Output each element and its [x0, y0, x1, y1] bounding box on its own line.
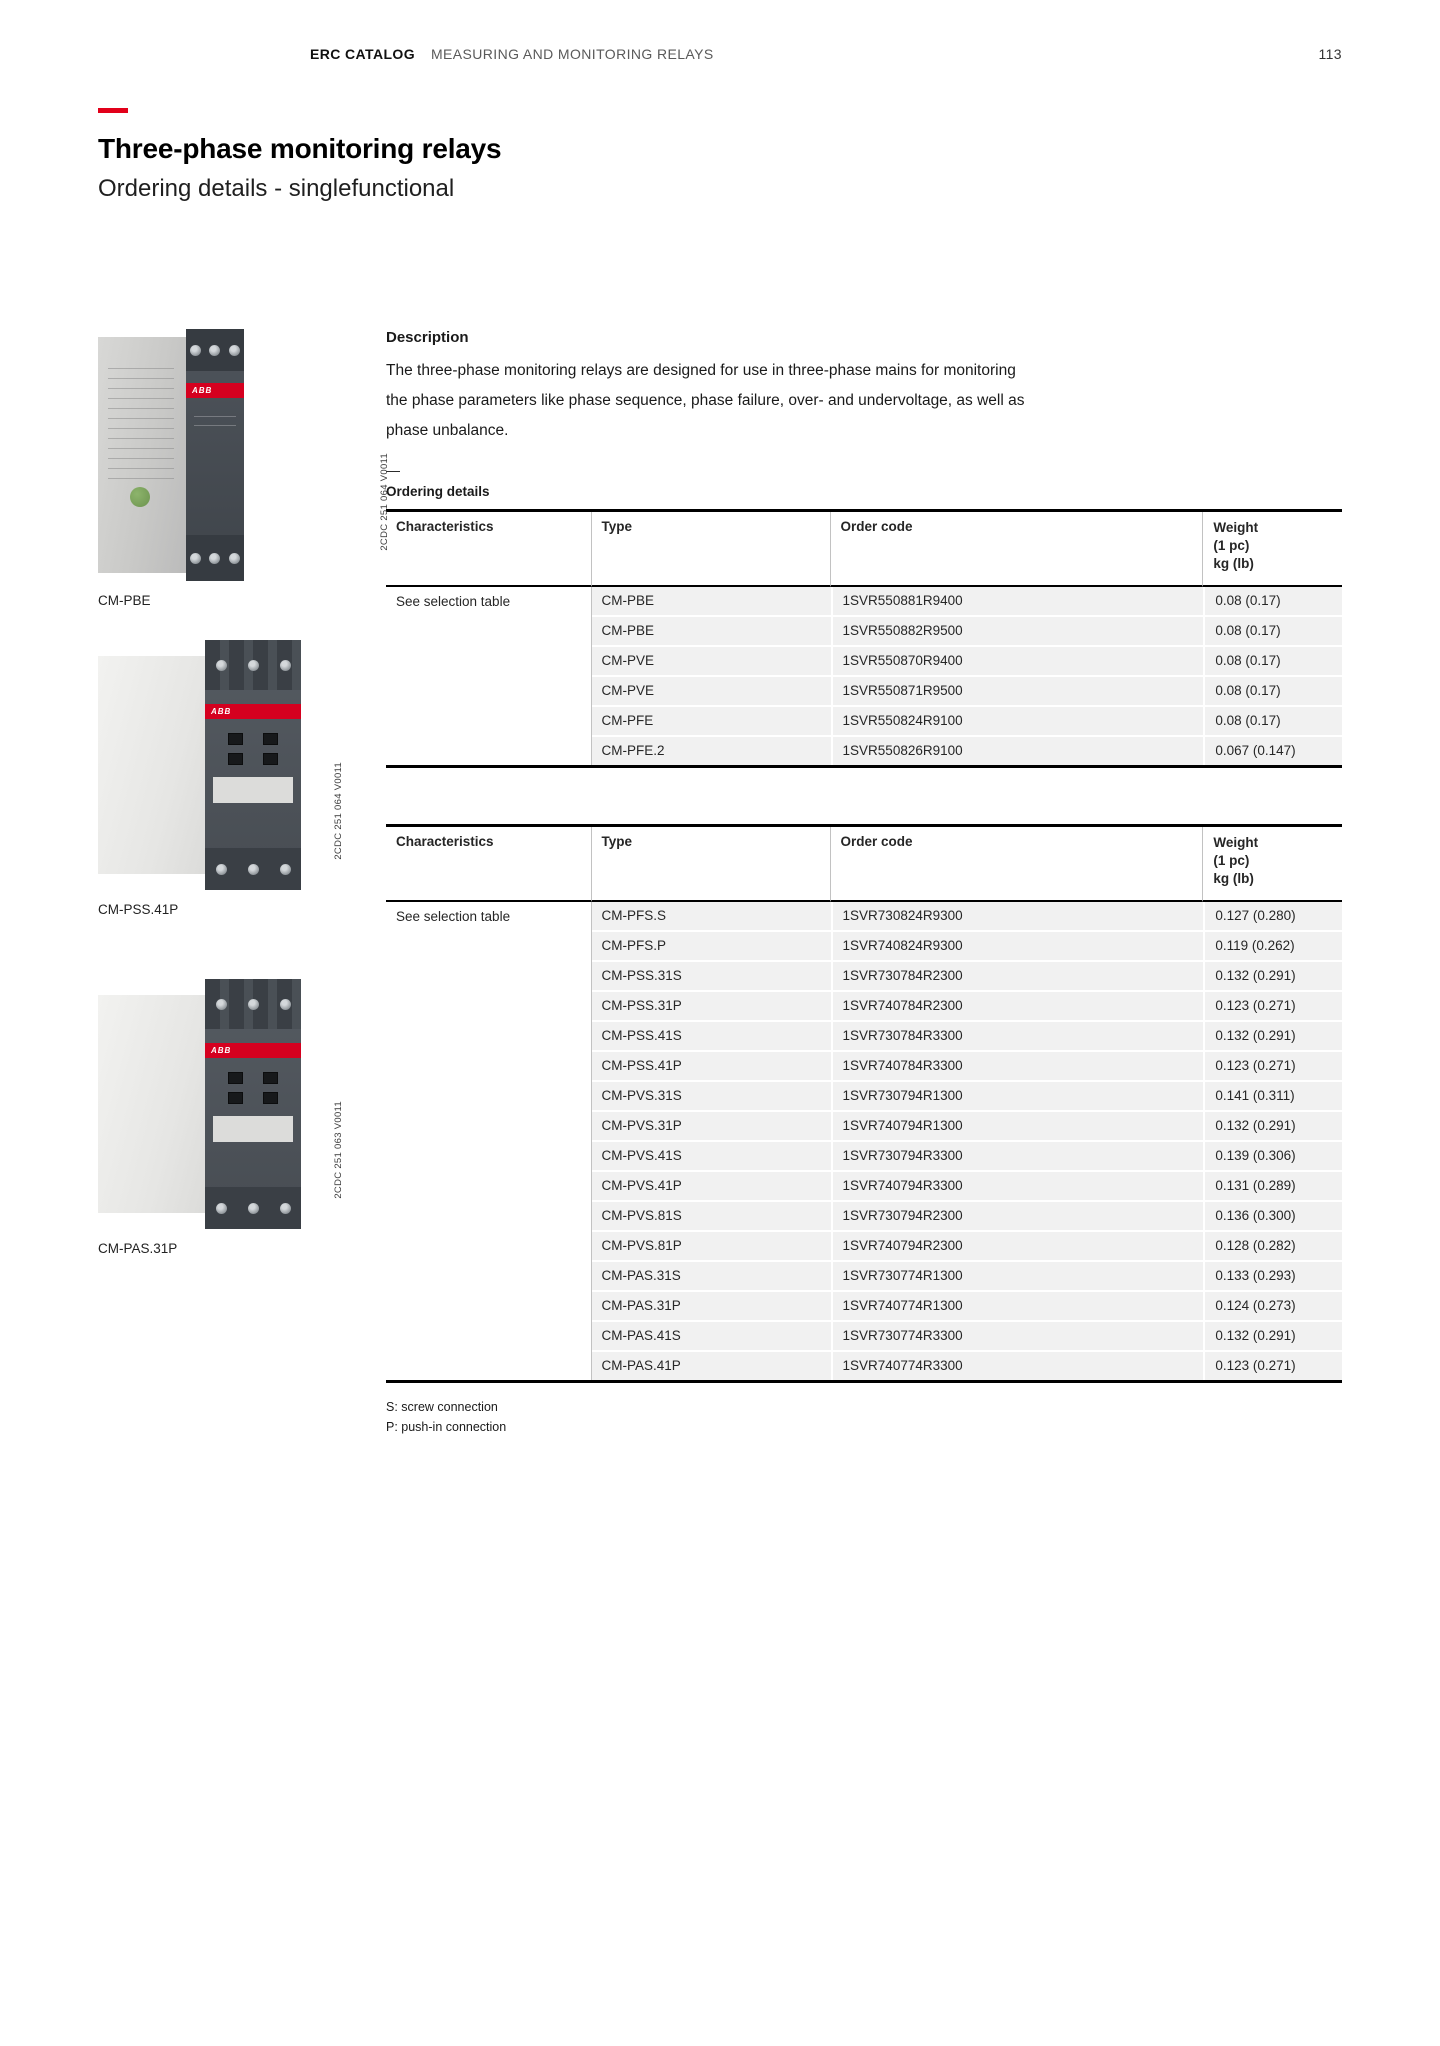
relay-front-panel: [205, 979, 301, 1229]
weight-cell: 0.139 (0.306): [1203, 1140, 1342, 1170]
order-code-cell: 1SVR550881R9400: [831, 587, 1204, 615]
section-name: MEASURING AND MONITORING RELAYS: [430, 46, 714, 62]
footnote-push-in: P: push-in connection: [386, 1420, 507, 1434]
type-cell: CM-PVS.31P: [592, 1110, 831, 1140]
type-cell: CM-PVS.41S: [592, 1140, 831, 1170]
relay-side-panel: [98, 656, 218, 874]
weight-cell: 0.136 (0.300): [1203, 1200, 1342, 1230]
accent-dash: [98, 108, 128, 113]
relay-illustration: [98, 329, 256, 581]
product-caption: CM-PAS.31P: [98, 1241, 178, 1256]
type-cell: CM-PSS.41S: [592, 1020, 831, 1050]
order-code-cell: 1SVR740774R3300: [831, 1350, 1204, 1380]
front-label: [213, 1116, 293, 1142]
relay-front-panel: [186, 329, 244, 581]
catalog-name: ERC CATALOG: [310, 46, 415, 62]
characteristics-cell: See selection table: [386, 902, 592, 1380]
weight-cell: 0.067 (0.147): [1203, 735, 1342, 765]
order-code-cell: 1SVR730774R1300: [831, 1260, 1204, 1290]
col-header-order-code: Order code: [831, 512, 1204, 587]
product-image-cm-pss.41p: [98, 640, 386, 890]
dip-switch: [228, 1092, 243, 1104]
product-caption: CM-PBE: [98, 593, 151, 608]
description-heading: Description: [386, 329, 469, 346]
front-switches: [221, 733, 285, 765]
side-green-dot: [130, 487, 150, 507]
terminal-block-bot: [205, 848, 301, 890]
order-code-cell: 1SVR740794R3300: [831, 1170, 1204, 1200]
order-code-cell: 1SVR740784R3300: [831, 1050, 1204, 1080]
description-text: The three-phase monitoring relays are designed for use in three-phase mains for monitoring the phase parameters like phase sequence, phase failure, over- and undervoltage, as well as phase unbalance.: [386, 362, 1025, 439]
weight-cell: 0.127 (0.280): [1203, 902, 1342, 930]
weight-cell: 0.08 (0.17): [1203, 615, 1342, 645]
terminal-screw: [248, 1203, 259, 1214]
front-switches: [221, 1072, 285, 1104]
product-caption: CM-PSS.41P: [98, 902, 179, 917]
order-code-cell: 1SVR740774R1300: [831, 1290, 1204, 1320]
front-label: [213, 777, 293, 803]
terminal-block-bot: [205, 1187, 301, 1229]
order-code-cell: 1SVR730784R3300: [831, 1020, 1204, 1050]
product-column: [98, 203, 390, 1437]
weight-cell: 0.132 (0.291): [1203, 1320, 1342, 1350]
order-code-cell: 1SVR730784R2300: [831, 960, 1204, 990]
abb-brand-stripe: ABB: [186, 383, 244, 398]
footnotes: [386, 1397, 1342, 1437]
table-row: [386, 902, 1342, 930]
weight-cell: 0.141 (0.311): [1203, 1080, 1342, 1110]
weight-cell: 0.132 (0.291): [1203, 1020, 1342, 1050]
weight-cell: 0.08 (0.17): [1203, 587, 1342, 615]
terminal-screw: [216, 864, 227, 875]
type-cell: CM-PBE: [592, 587, 831, 615]
image-code-label: 2CDC 251 063 V0011: [333, 1101, 344, 1199]
terminal-screw: [229, 553, 240, 564]
type-cell: CM-PVS.81S: [592, 1200, 831, 1230]
weight-cell: 0.133 (0.293): [1203, 1260, 1342, 1290]
relay-side-panel: [98, 337, 190, 573]
product-figure: [98, 640, 386, 917]
abb-brand-stripe: ABB: [205, 1043, 301, 1058]
terminal-screw: [209, 553, 220, 564]
image-code-label: 2CDC 251 064 V0011: [379, 453, 390, 551]
terminal-screw: [280, 999, 291, 1010]
product-image-cm-pas.31p: [98, 979, 386, 1229]
characteristics-cell: See selection table: [386, 587, 592, 765]
type-cell: CM-PVE: [592, 645, 831, 675]
dip-switch: [263, 733, 278, 745]
terminal-block-top: [205, 640, 301, 690]
col-header-type: Type: [592, 512, 831, 587]
type-cell: CM-PAS.41P: [592, 1350, 831, 1380]
page-subtitle: Ordering details - singlefunctional: [98, 175, 455, 202]
order-code-cell: 1SVR550824R9100: [831, 705, 1204, 735]
type-cell: CM-PVS.31S: [592, 1080, 831, 1110]
type-cell: CM-PAS.31S: [592, 1260, 831, 1290]
col-header-order-code: Order code: [831, 827, 1204, 902]
order-code-cell: 1SVR550826R9100: [831, 735, 1204, 765]
dip-switch: [228, 733, 243, 745]
weight-cell: 0.128 (0.282): [1203, 1230, 1342, 1260]
ordering-heading: Ordering details: [386, 484, 490, 499]
type-cell: CM-PAS.41S: [592, 1320, 831, 1350]
ordering-table-1: [386, 509, 1342, 768]
terminal-screw: [248, 660, 259, 671]
col-header-weight: Weight (1 pc) kg (lb): [1203, 512, 1342, 587]
weight-cell: 0.132 (0.291): [1203, 1110, 1342, 1140]
dip-switch: [263, 753, 278, 765]
dip-switch: [263, 1092, 278, 1104]
col-header-type: Type: [592, 827, 831, 902]
terminal-screw: [216, 660, 227, 671]
weight-cell: 0.123 (0.271): [1203, 1050, 1342, 1080]
terminal-screw: [209, 345, 220, 356]
terminal-block-top: [186, 329, 244, 371]
front-markings: [194, 408, 236, 434]
order-code-cell: 1SVR550871R9500: [831, 675, 1204, 705]
relay-side-panel: [98, 995, 218, 1213]
terminal-screw: [229, 345, 240, 356]
order-code-cell: 1SVR730794R2300: [831, 1200, 1204, 1230]
terminal-screw: [280, 660, 291, 671]
order-code-cell: 1SVR550870R9400: [831, 645, 1204, 675]
dip-switch: [228, 1072, 243, 1084]
page-number: 113: [1318, 46, 1342, 62]
terminal-screw: [216, 999, 227, 1010]
relay-illustration: [98, 979, 313, 1229]
weight-cell: 0.119 (0.262): [1203, 930, 1342, 960]
terminal-block-bot: [186, 535, 244, 581]
type-cell: CM-PSS.41P: [592, 1050, 831, 1080]
page-title: Three-phase monitoring relays: [98, 133, 502, 164]
type-cell: CM-PFE: [592, 705, 831, 735]
terminal-screw: [248, 864, 259, 875]
ordering-table-2: [386, 824, 1342, 1383]
image-code-label: 2CDC 251 064 V0011: [333, 762, 344, 860]
order-code-cell: 1SVR730824R9300: [831, 902, 1204, 930]
dip-switch: [263, 1072, 278, 1084]
weight-cell: 0.123 (0.271): [1203, 990, 1342, 1020]
weight-cell: 0.08 (0.17): [1203, 675, 1342, 705]
weight-cell: 0.124 (0.273): [1203, 1290, 1342, 1320]
type-cell: CM-PSS.31S: [592, 960, 831, 990]
ordering-dash: —: [386, 462, 400, 478]
type-cell: CM-PVS.41P: [592, 1170, 831, 1200]
table-header-row: [386, 512, 1342, 587]
product-figure: [98, 979, 386, 1256]
col-header-characteristics: Characteristics: [386, 827, 592, 902]
terminal-block-top: [205, 979, 301, 1029]
order-code-cell: 1SVR740794R2300: [831, 1230, 1204, 1260]
weight-cell: 0.123 (0.271): [1203, 1350, 1342, 1380]
order-code-cell: 1SVR740784R2300: [831, 990, 1204, 1020]
relay-illustration: [98, 640, 313, 890]
weight-cell: 0.08 (0.17): [1203, 705, 1342, 735]
type-cell: CM-PFS.S: [592, 902, 831, 930]
order-code-cell: 1SVR730774R3300: [831, 1320, 1204, 1350]
table-header-row: [386, 827, 1342, 902]
main-layout: [98, 203, 1342, 1437]
order-code-cell: 1SVR550882R9500: [831, 615, 1204, 645]
terminal-screw: [280, 1203, 291, 1214]
type-cell: CM-PFE.2: [592, 735, 831, 765]
type-cell: CM-PFS.P: [592, 930, 831, 960]
product-figure: [98, 329, 390, 608]
order-code-cell: 1SVR740824R9300: [831, 930, 1204, 960]
terminal-screw: [248, 999, 259, 1010]
type-cell: CM-PVE: [592, 675, 831, 705]
terminal-screw: [190, 553, 201, 564]
col-header-characteristics: Characteristics: [386, 512, 592, 587]
page-header: [98, 0, 1342, 62]
weight-cell: 0.08 (0.17): [1203, 645, 1342, 675]
order-code-cell: 1SVR740794R1300: [831, 1110, 1204, 1140]
dip-switch: [228, 753, 243, 765]
product-image-cm-pbe: [98, 329, 390, 581]
content-column: [386, 203, 1342, 1437]
type-cell: CM-PAS.31P: [592, 1290, 831, 1320]
order-code-cell: 1SVR730794R1300: [831, 1080, 1204, 1110]
col-header-weight: Weight (1 pc) kg (lb): [1203, 827, 1342, 902]
footnote-screw: S: screw connection: [386, 1400, 498, 1414]
terminal-screw: [216, 1203, 227, 1214]
terminal-screw: [190, 345, 201, 356]
weight-cell: 0.132 (0.291): [1203, 960, 1342, 990]
type-cell: CM-PVS.81P: [592, 1230, 831, 1260]
table-row: [386, 587, 1342, 615]
type-cell: CM-PBE: [592, 615, 831, 645]
relay-front-panel: [205, 640, 301, 890]
type-cell: CM-PSS.31P: [592, 990, 831, 1020]
weight-cell: 0.131 (0.289): [1203, 1170, 1342, 1200]
order-code-cell: 1SVR730794R3300: [831, 1140, 1204, 1170]
abb-brand-stripe: ABB: [205, 704, 301, 719]
terminal-screw: [280, 864, 291, 875]
